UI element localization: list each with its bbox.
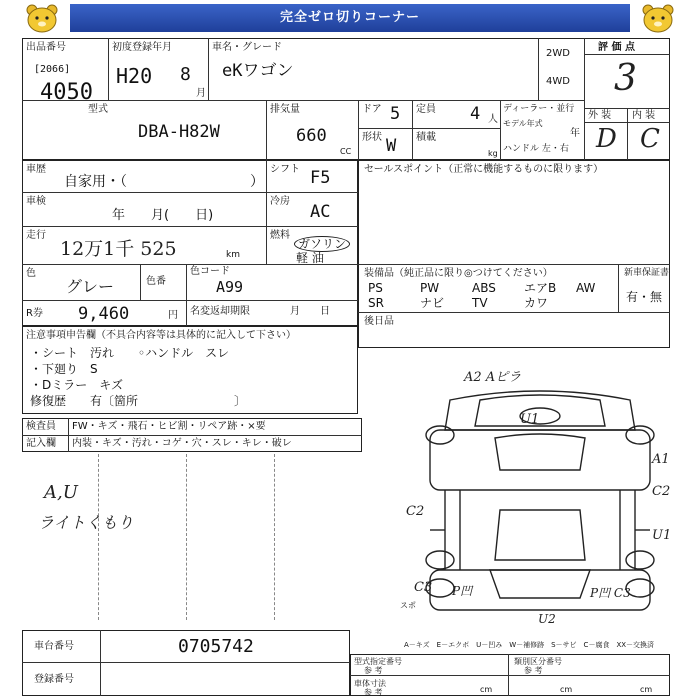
handwritten-line-2: ライトくもり (38, 513, 134, 532)
car-name: eKワゴン (222, 61, 294, 81)
doors-value: 5 (390, 104, 401, 124)
sales-point-label: セールスポイント（正常に機能するものに限ります） (364, 164, 604, 175)
ac-value: AC (310, 202, 331, 222)
equipment-item: カワ (524, 296, 549, 310)
note-line: ・下廻り S (30, 362, 98, 376)
model-designation-label: 型式指定番号 (354, 657, 402, 666)
exterior-label: 外 装 (588, 110, 612, 121)
check-row-exterior: FW・キズ・飛石・ヒビ割・リペア跡・×要 (72, 421, 266, 432)
equipment-label: 装備品（純正品に限り◎つけてください） (364, 268, 553, 279)
4wd-label: 4WD (546, 76, 570, 87)
car-damage-diagram (400, 360, 680, 630)
category-no-label: 類別区分番号 (514, 657, 562, 666)
kg-unit: kg (488, 149, 498, 158)
score-value: 3 (614, 58, 637, 99)
shift-label: シフト (270, 164, 300, 175)
color-label: 色 (26, 268, 36, 279)
load-label: 積載 (416, 132, 436, 143)
shape-value: W (386, 136, 397, 156)
mark-spoiler: スポ (400, 601, 416, 610)
mark-right-rear: U1 (652, 528, 672, 543)
equipment-item: エアB (524, 281, 557, 295)
chassis-no-value: 0705742 (178, 636, 254, 657)
equipment-item: TV (472, 296, 488, 310)
doc-deadline-label: 名変返却期限 (190, 306, 250, 317)
displacement-value: 660 (296, 126, 327, 146)
color-code-label: 色コード (190, 266, 230, 277)
chassis-no-label: 車台番号 (34, 641, 74, 652)
doc-deadline-value: 月 日 (290, 306, 330, 317)
handwritten-line-1: A,U (44, 482, 78, 503)
mark-right-mid: C2 (652, 484, 671, 499)
note-line: 修復歴 有〔箇所 〕 (30, 394, 247, 408)
fuel-gasoline: ガソリン (294, 236, 350, 252)
first-reg-label: 初度登録年月 (112, 42, 172, 53)
mark-right-front: A1 (652, 452, 670, 467)
equipment-item: SR (368, 296, 384, 310)
year-unit: 年 (570, 128, 580, 139)
check-row-interior: 内装・キズ・汚れ・コゲ・穴・スレ・キレ・破レ (72, 438, 292, 449)
top-section (22, 38, 670, 160)
reference-label-1: 参 考 (364, 666, 383, 675)
model-label: 型式 (88, 104, 108, 115)
mark-left-mid: C2 (406, 504, 425, 519)
capacity-value: 4 (470, 104, 481, 124)
capacity-label: 定員 (416, 104, 436, 115)
dims-label: 車体寸法 (354, 679, 386, 688)
2wd-label: 2WD (546, 48, 570, 59)
history-label: 車歴 (26, 164, 46, 175)
km-unit: km (226, 250, 240, 260)
header-banner: 完全ゼロ切りコーナー (70, 4, 630, 32)
score-label: 評 価 点 (598, 42, 635, 53)
mark-hood: U1 (520, 412, 540, 427)
month-unit: 月 (196, 88, 206, 99)
damage-legend: A－キズ E－エクボ U－凹み W－補修跡 S－サビ C－腐食 XX－交換済 (404, 641, 655, 649)
mark-left-rear: C3 (414, 580, 433, 595)
first-reg-month: 8 (180, 64, 191, 85)
writer-label: 記入欄 (26, 438, 56, 449)
car-name-label: 車名・グレード (212, 42, 282, 53)
sales-equipment-block (358, 160, 670, 348)
mark-rear-right: P凹 C3 (590, 586, 631, 600)
displacement-label: 排気量 (270, 104, 300, 115)
shift-value: F5 (310, 168, 331, 188)
handle-label: ハンドル 左・右 (503, 144, 569, 154)
doors-label: ドア (362, 104, 382, 115)
cc-unit: CC (340, 147, 352, 156)
exterior-grade: D (596, 124, 617, 154)
mascot-bear-icon (20, 2, 64, 36)
recycle-value: 9,460 (78, 304, 130, 324)
equipment-item: PS (368, 281, 383, 295)
note-line: ・シート 汚れ ◦ハンドル スレ (30, 346, 230, 360)
inspector-label: 検査員 (26, 421, 56, 432)
interior-label: 内 装 (632, 110, 656, 121)
persons-unit: 人 (488, 114, 498, 125)
equipment-item: PW (420, 281, 440, 295)
lot-no-label: 出品番号 (26, 42, 66, 53)
new-warranty-label: 新車保証書 (624, 268, 670, 278)
interior-grade: C (640, 124, 660, 154)
rear-items-label: 後日品 (364, 316, 394, 327)
mileage-label: 走行 (26, 230, 46, 241)
reference-label-2: 参 考 (524, 666, 543, 675)
mileage-value: 12万1千 525 (60, 238, 177, 260)
notes-title: 注意事項申告欄（不具合内容等は具体的に記入して下さい） (26, 330, 296, 341)
new-warranty-value: 有・無 (626, 290, 663, 304)
model-year-label: モデル年式 (503, 119, 543, 128)
reg-no-label: 登録番号 (34, 674, 74, 685)
equipment-item: AW (576, 281, 596, 295)
history-value: 自家用・（ (64, 174, 127, 190)
reference-label-3: 参 考 (364, 688, 383, 697)
mark-top: A2 Aピラ (464, 370, 522, 385)
fuel-label: 燃料 (270, 230, 290, 241)
inspection-label: 車検 (26, 196, 46, 207)
note-line: ・Dミラー キズ (30, 378, 124, 392)
mark-bottom: U2 (538, 612, 556, 626)
cm-unit-3: cm (640, 685, 653, 694)
lot-number: 4050 (40, 80, 93, 105)
shape-label: 形状 (362, 132, 382, 143)
mascot-bear-icon (636, 2, 680, 36)
color-value: グレー (66, 277, 115, 296)
equipment-item: ABS (472, 281, 496, 295)
inspection-value: 年 月( 日) (112, 208, 214, 223)
color-code-value: A99 (216, 278, 244, 296)
fuel-diesel: 軽 油 (296, 251, 324, 265)
dealer-label: ディーラー・並行 (503, 104, 575, 114)
cm-unit-1: cm (480, 685, 493, 694)
recycle-label: R券 (26, 308, 43, 319)
equipment-item: ナビ (420, 296, 445, 310)
cm-unit-2: cm (560, 685, 573, 694)
model-value: DBA-H82W (138, 122, 220, 142)
ac-label: 冷房 (270, 196, 290, 207)
mark-rear-left: P凹 (452, 584, 473, 598)
lot-code: [2066] (34, 64, 71, 75)
history-close: ） (250, 174, 264, 190)
color-no-label: 色番 (146, 276, 166, 287)
first-reg-year: H20 (116, 64, 153, 88)
yen-unit: 円 (168, 310, 178, 321)
